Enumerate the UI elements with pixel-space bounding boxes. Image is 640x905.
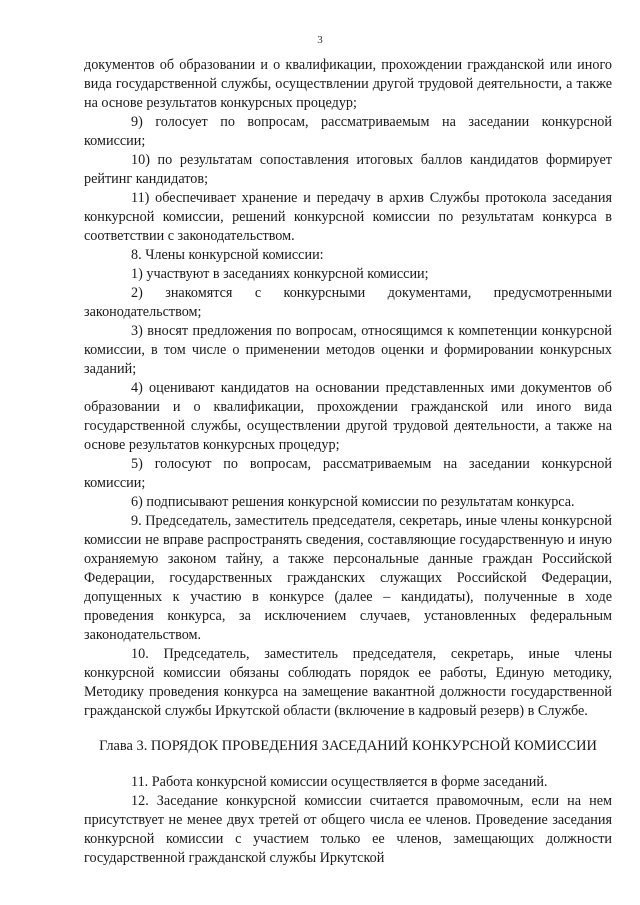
paragraph-clause-11: 11. Работа конкурсной комиссии осуществляется в форме заседаний. — [131, 774, 548, 790]
page-number: 3 — [317, 34, 323, 46]
chapter-heading: Глава 3. ПОРЯДОК ПРОВЕДЕНИЯ ЗАСЕДАНИЙ КОНКУРСНОЙ КОМИССИИ — [99, 738, 597, 754]
paragraph-member-3: 3) вносят предложения по вопросам, относящимся к компетенции конкурсной комиссии, в том числе о применении методов оценки и формировании конкурсных заданий; — [84, 323, 612, 377]
document-body — [84, 56, 612, 868]
paragraph-member-4: 4) оценивают кандидатов на основании представленных ими документов об образовании и о квалификации, прохождении гражданской или иного вида государственной службы, осуществлении другой трудовой деятельности, а также на основе результатов конкурсных процедур; — [84, 380, 612, 453]
paragraph-item-10: 10) по результатам сопоставления итоговых баллов кандидатов формирует рейтинг кандидатов; — [84, 152, 612, 187]
paragraph-clause-12: 12. Заседание конкурсной комиссии считается правомочным, если на нем присутствует не менее двух третей от общего числа ее членов. Проведение заседания конкурсной комиссии с участием только ее членов, замещающих должности государственной гражданской службы Иркутской — [84, 793, 612, 866]
paragraph-member-1: 1) участвуют в заседаниях конкурсной комиссии; — [131, 266, 429, 282]
paragraph-clause-9: 9. Председатель, заместитель председателя, секретарь, иные члены конкурсной комиссии не вправе распространять сведения, составляющие государственную и иную охраняемую законом тайну, а также персональные данные граждан Российской Федерации, государственных гражданских служащих Российской Федерации, допущенных к участию в конкурсе (далее – кандидаты), полученные в ходе проведения конкурса, за исключением случаев, установленных федеральным законодательством. — [84, 513, 612, 643]
paragraph-member-2: 2) знакомятся с конкурсными документами, предусмотренными законодательством; — [84, 285, 612, 320]
paragraph-clause-8: 8. Члены конкурсной комиссии: — [131, 247, 324, 263]
paragraph-item-11: 11) обеспечивает хранение и передачу в архив Службы протокола заседания конкурсной комиссии, решений конкурсной комиссии по результатам конкурса в соответствии с законодательством. — [84, 190, 612, 244]
paragraph-clause-10: 10. Председатель, заместитель председателя, секретарь, иные члены конкурсной комиссии обязаны соблюдать порядок ее работы, Единую методику, Методику проведения конкурса на замещение вакантной должности государственной гражданской службы Иркутской области (включение в кадровый резерв) в Службе. — [84, 646, 612, 719]
paragraph-member-6: 6) подписывают решения конкурсной комиссии по результатам конкурса. — [131, 494, 575, 510]
paragraph-item-9: 9) голосует по вопросам, рассматриваемым на заседании конкурсной комиссии; — [84, 114, 612, 149]
paragraph-member-5: 5) голосуют по вопросам, рассматриваемым на заседании конкурсной комиссии; — [84, 456, 612, 491]
paragraph-continuation: документов об образовании и о квалификации, прохождении гражданской или иного вида государственной службы, осуществлении другой трудовой деятельности, а также на основе результатов конкурсных процедур; — [84, 57, 612, 111]
